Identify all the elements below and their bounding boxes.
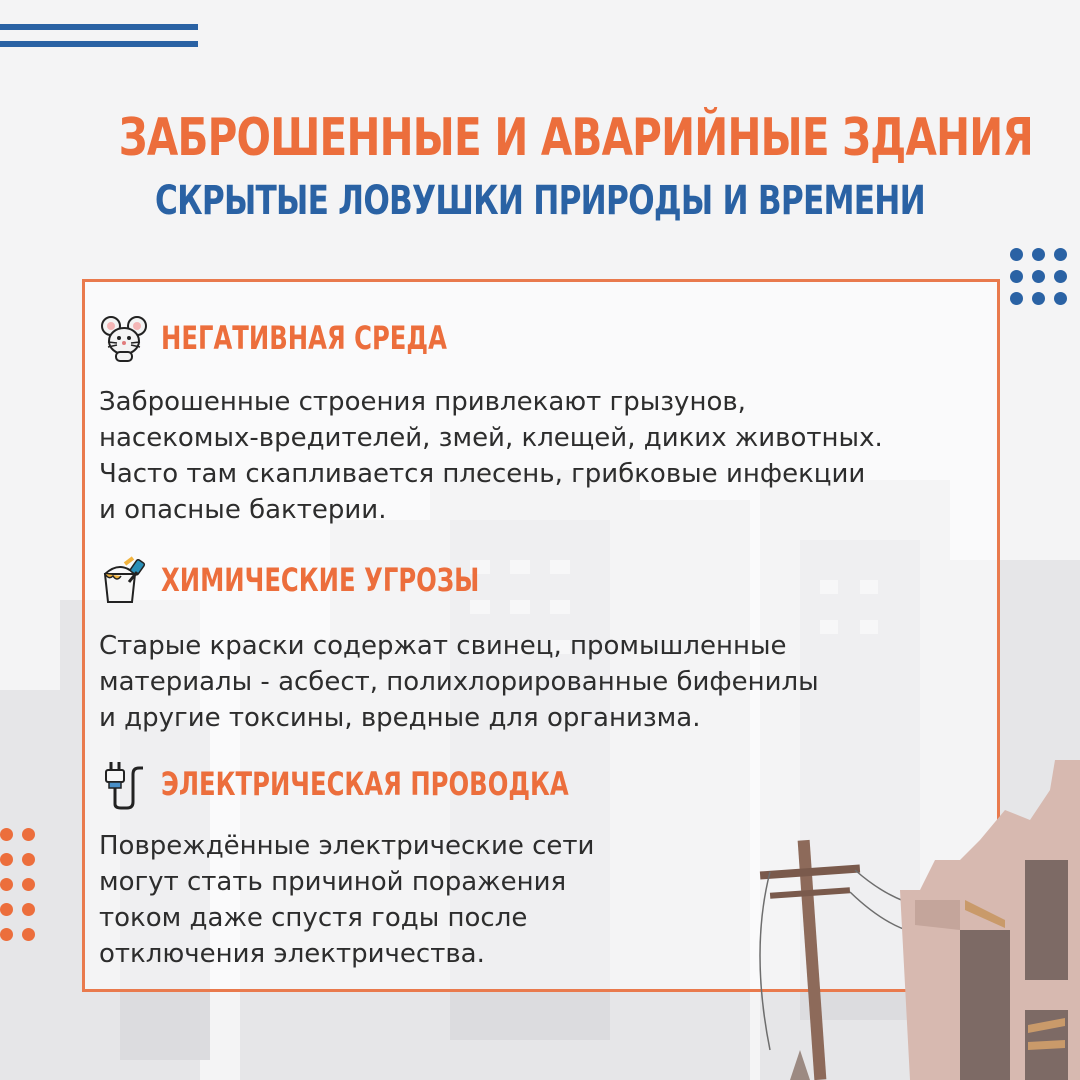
- electric-plug-icon: [99, 760, 149, 810]
- page-title: ЗАБРОШЕННЫЕ И АВАРИЙНЫЕ ЗДАНИЯ: [118, 108, 1033, 168]
- paint-bucket-icon: [99, 556, 149, 606]
- section-title: ХИМИЧЕСКИЕ УГРОЗЫ: [161, 561, 480, 599]
- section-text: Заброшенные строения привлекают грызунов, насекомых-вредителей, змей, клещей, диких животных. Часто там скапливается плесень, грибковые инфекции и опасные бактерии.: [99, 387, 883, 525]
- section-header: [99, 556, 699, 606]
- section-title: НЕГАТИВНАЯ СРЕДА: [161, 319, 447, 357]
- top-left-stripes: [0, 24, 198, 58]
- section-title: ЭЛЕКТРИЧЕСКАЯ ПРОВОДКА: [161, 765, 569, 803]
- section-header: [99, 314, 699, 364]
- page-subtitle: СКРЫТЫЕ ЛОВУШКИ ПРИРОДЫ И ВРЕМЕНИ: [155, 178, 925, 224]
- decorative-dots-left: [0, 828, 44, 953]
- section-text: Старые краски содержат свинец, промышленные материалы - асбест, полихлорированные бифенилы и другие токсины, вредные для организма.: [99, 631, 819, 733]
- section-text: Повреждённые электрические сети могут стать причиной поражения током даже спустя годы после отключения электричества.: [99, 831, 595, 969]
- decorative-dots-top-right: [1010, 248, 1076, 314]
- section-header: [99, 760, 699, 810]
- ruined-building-illustration: [660, 750, 1080, 1080]
- mouse-icon: [99, 314, 149, 364]
